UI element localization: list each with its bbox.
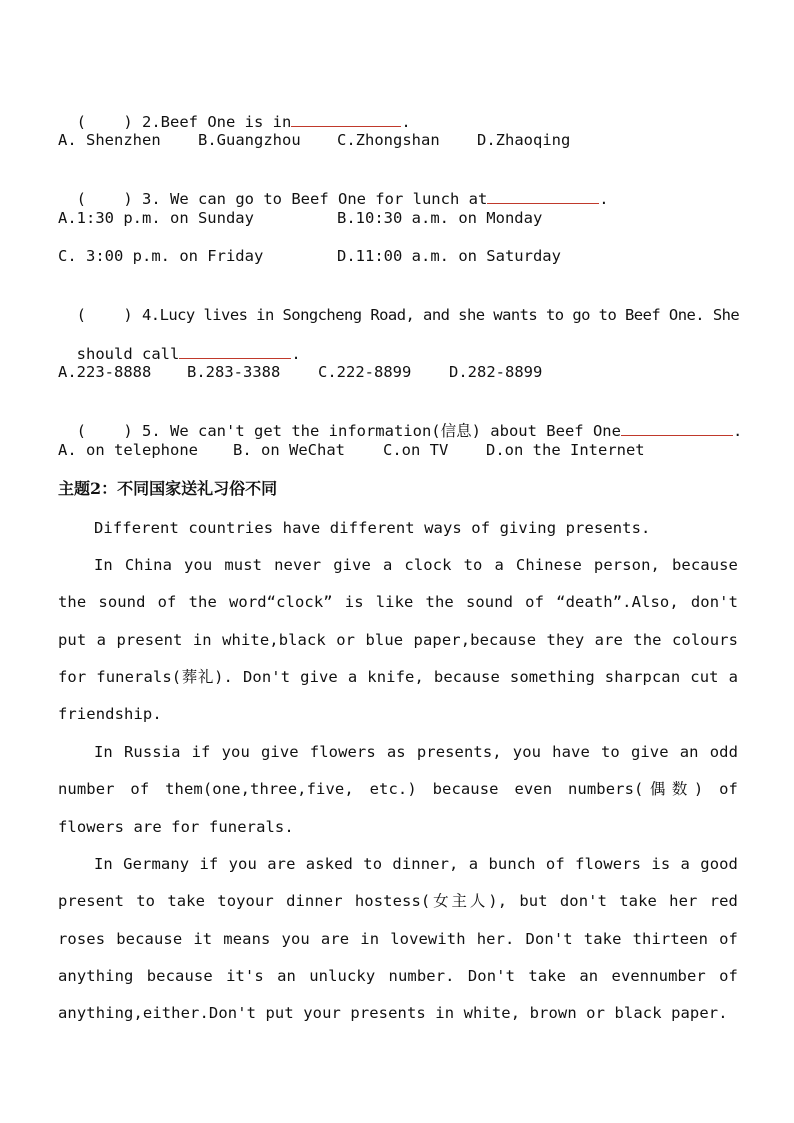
answer-blank[interactable] xyxy=(291,112,401,127)
question-end: . xyxy=(291,345,301,363)
answer-blank[interactable] xyxy=(487,189,599,204)
answer-paren: ( ) xyxy=(76,190,133,208)
question-4-continued xyxy=(58,324,301,364)
question-4 xyxy=(58,285,739,325)
section-heading: 主题2：不同国家送礼习俗不同 xyxy=(58,479,278,498)
option-b[interactable]: B.283-3388 xyxy=(187,363,281,381)
passage-paragraph-russia: In Russia if you give flowers as presents, you have to give an odd number of them(one,three,five, etc.) because even numbers(偶数) of flowers are for funerals. xyxy=(58,743,738,836)
passage-paragraph-intro: Different countries have different ways of giving presents. xyxy=(94,519,651,537)
option-d[interactable]: D.on the Internet xyxy=(486,441,645,459)
option-c[interactable]: C. 3:00 p.m. on Friday xyxy=(58,247,264,265)
option-c[interactable]: C.on TV xyxy=(383,441,449,459)
passage-paragraph-germany: In Germany if you are asked to dinner, a bunch of flowers is a good present to take toyour dinner hostess(女主人), but don't take her red roses because it means you are in lovewith her. Don't take thirteen of anything because it's an unlucky number. Don't take an evennumber of anything,either.Don't put your presents in white, brown or black paper. xyxy=(58,855,738,1023)
option-d[interactable]: D.282-8899 xyxy=(449,363,543,381)
answer-paren: ( ) xyxy=(76,306,133,324)
question-text: 3. We can go to Beef One for lunch at xyxy=(142,190,488,208)
question-5 xyxy=(58,401,742,441)
question-end: . xyxy=(401,113,411,131)
question-3 xyxy=(58,169,609,209)
answer-blank[interactable] xyxy=(621,421,733,436)
answer-paren: ( ) xyxy=(76,113,133,131)
question-2 xyxy=(58,92,411,132)
option-b[interactable]: B.Guangzhou xyxy=(198,131,301,149)
option-a[interactable]: A.223-8888 xyxy=(58,363,152,381)
option-d[interactable]: D.11:00 a.m. on Saturday xyxy=(337,247,561,265)
option-a[interactable]: A. on telephone xyxy=(58,441,198,459)
option-a[interactable]: A.1:30 p.m. on Sunday xyxy=(58,209,254,227)
question-end: . xyxy=(599,190,609,208)
option-d[interactable]: D.Zhaoqing xyxy=(477,131,571,149)
answer-blank[interactable] xyxy=(179,344,291,359)
option-c[interactable]: C.222-8899 xyxy=(318,363,412,381)
question-text: 4.Lucy lives in Songcheng Road, and she wants to go to Beef One. She xyxy=(142,306,740,324)
question-text: 2.Beef One is in xyxy=(142,113,292,131)
option-c[interactable]: C.Zhongshan xyxy=(337,131,440,149)
question-text: 5. We can't get the information(信息) about Beef One xyxy=(142,422,621,440)
question-end: . xyxy=(732,422,743,440)
passage-paragraph-china: In China you must never give a clock to a Chinese person, because the sound of the word“clock” is like the sound of “death”.Also, don't put a present in white,black or blue paper,because they are the colours for funerals(葬礼). Don't give a knife, because something sharpcan cut a friendship. xyxy=(58,556,738,724)
option-b[interactable]: B. on WeChat xyxy=(233,441,345,459)
answer-paren: ( ) xyxy=(76,422,133,440)
question-text: should call xyxy=(76,345,180,363)
option-b[interactable]: B.10:30 a.m. on Monday xyxy=(337,209,543,227)
option-a[interactable]: A. Shenzhen xyxy=(58,131,161,149)
